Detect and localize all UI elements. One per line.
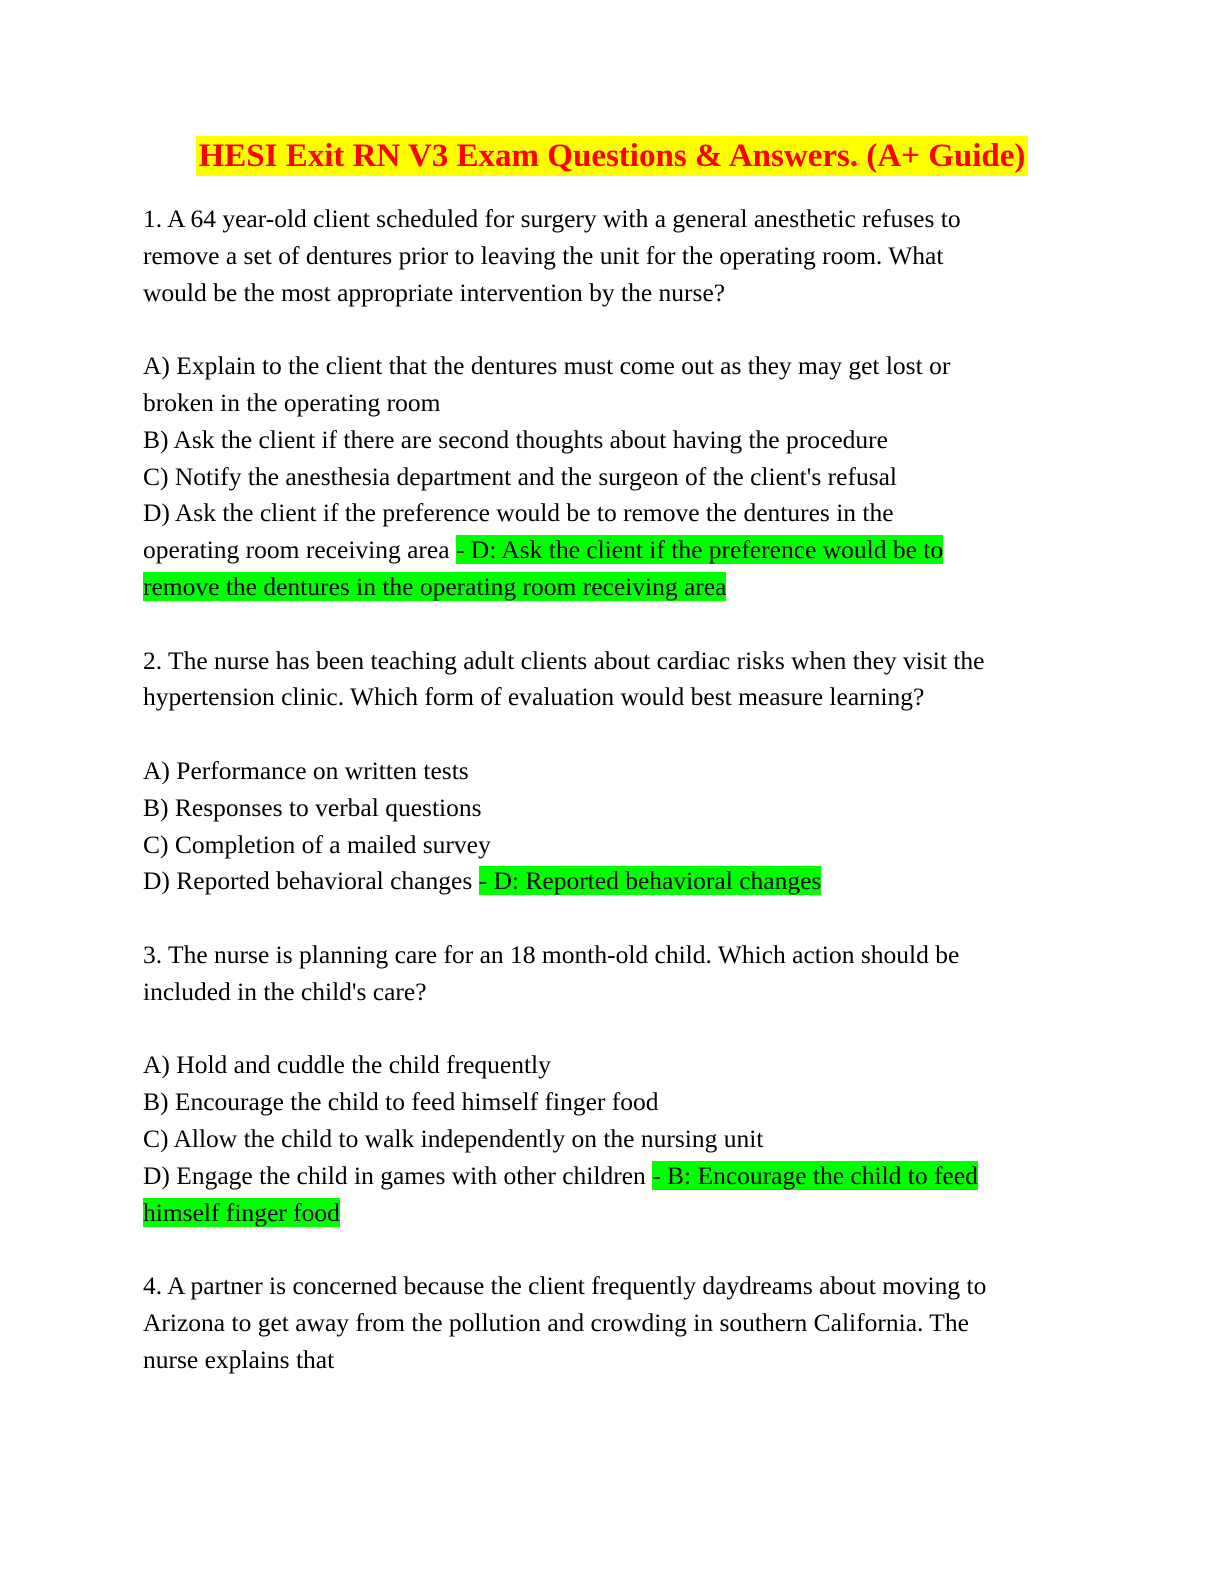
spacer xyxy=(143,1231,1083,1268)
option-line: A) Hold and cuddle the child frequently xyxy=(143,1050,551,1080)
option-text: D) Reported behavioral changes xyxy=(143,866,479,896)
option-line: C) Completion of a mailed survey xyxy=(143,829,491,859)
spacer xyxy=(143,606,1083,643)
option-text: D) Engage the child in games with other children xyxy=(143,1160,653,1190)
question-stem-line: included in the child's care? xyxy=(143,976,427,1006)
option-answer-line xyxy=(143,532,1083,569)
question-1 xyxy=(143,201,1083,606)
spacer xyxy=(143,900,1083,937)
answer-highlight: - D: Ask the client if the preference would be to xyxy=(455,535,944,565)
answer-highlight: - D: Reported behavioral changes xyxy=(478,866,822,896)
option-line: B) Responses to verbal questions xyxy=(143,792,482,822)
spacer xyxy=(143,311,1083,348)
answer-continuation-line xyxy=(143,1195,1083,1232)
question-4 xyxy=(143,1268,1083,1378)
option-answer-line xyxy=(143,1158,1083,1195)
question-stem-line: would be the most appropriate intervention by the nurse? xyxy=(143,277,726,307)
option-line: C) Notify the anesthesia department and the surgeon of the client's refusal xyxy=(143,461,898,491)
question-2 xyxy=(143,643,1083,901)
option-line: A) Explain to the client that the dentures must come out as they may get lost or xyxy=(143,351,951,381)
document-page xyxy=(143,136,1083,1379)
question-stem-line: remove a set of dentures prior to leaving the unit for the operating room. What xyxy=(143,240,944,270)
question-3 xyxy=(143,937,1083,1231)
question-stem-line: 4. A partner is concerned because the client frequently daydreams about moving to xyxy=(143,1271,987,1301)
title-row xyxy=(0,136,1224,180)
question-stem-line: nurse explains that xyxy=(143,1344,335,1374)
answer-highlight: himself finger food xyxy=(143,1197,340,1227)
question-stem-line: Arizona to get away from the pollution and crowding in southern California. The xyxy=(143,1307,969,1337)
question-stem-line: 1. A 64 year-old client scheduled for surgery with a general anesthetic refuses to xyxy=(143,204,961,233)
spacer xyxy=(143,1011,1083,1048)
answer-continuation-line xyxy=(143,569,1083,606)
question-stem-line: hypertension clinic. Which form of evaluation would best measure learning? xyxy=(143,682,925,712)
option-line: C) Allow the child to walk independently on the nursing unit xyxy=(143,1123,764,1153)
document-title: HESI Exit RN V3 Exam Questions & Answers. (A+ Guide) xyxy=(196,136,1029,176)
question-stem-line: 2. The nurse has been teaching adult clients about cardiac risks when they visit the xyxy=(143,645,985,675)
answer-highlight: remove the dentures in the operating room receiving area xyxy=(143,571,727,601)
answer-highlight: - B: Encourage the child to feed xyxy=(652,1160,978,1190)
option-line: D) Ask the client if the preference would be to remove the dentures in the xyxy=(143,498,894,528)
question-stem-line: 3. The nurse is planning care for an 18 month-old child. Which action should be xyxy=(143,939,960,969)
document-body xyxy=(143,201,1083,1379)
option-answer-line xyxy=(143,863,1083,900)
option-line: A) Performance on written tests xyxy=(143,755,469,785)
option-line: B) Encourage the child to feed himself finger food xyxy=(143,1087,659,1117)
option-text: operating room receiving area xyxy=(143,535,456,565)
option-line: broken in the operating room xyxy=(143,387,441,417)
option-line: B) Ask the client if there are second thoughts about having the procedure xyxy=(143,424,888,454)
spacer xyxy=(143,716,1083,753)
